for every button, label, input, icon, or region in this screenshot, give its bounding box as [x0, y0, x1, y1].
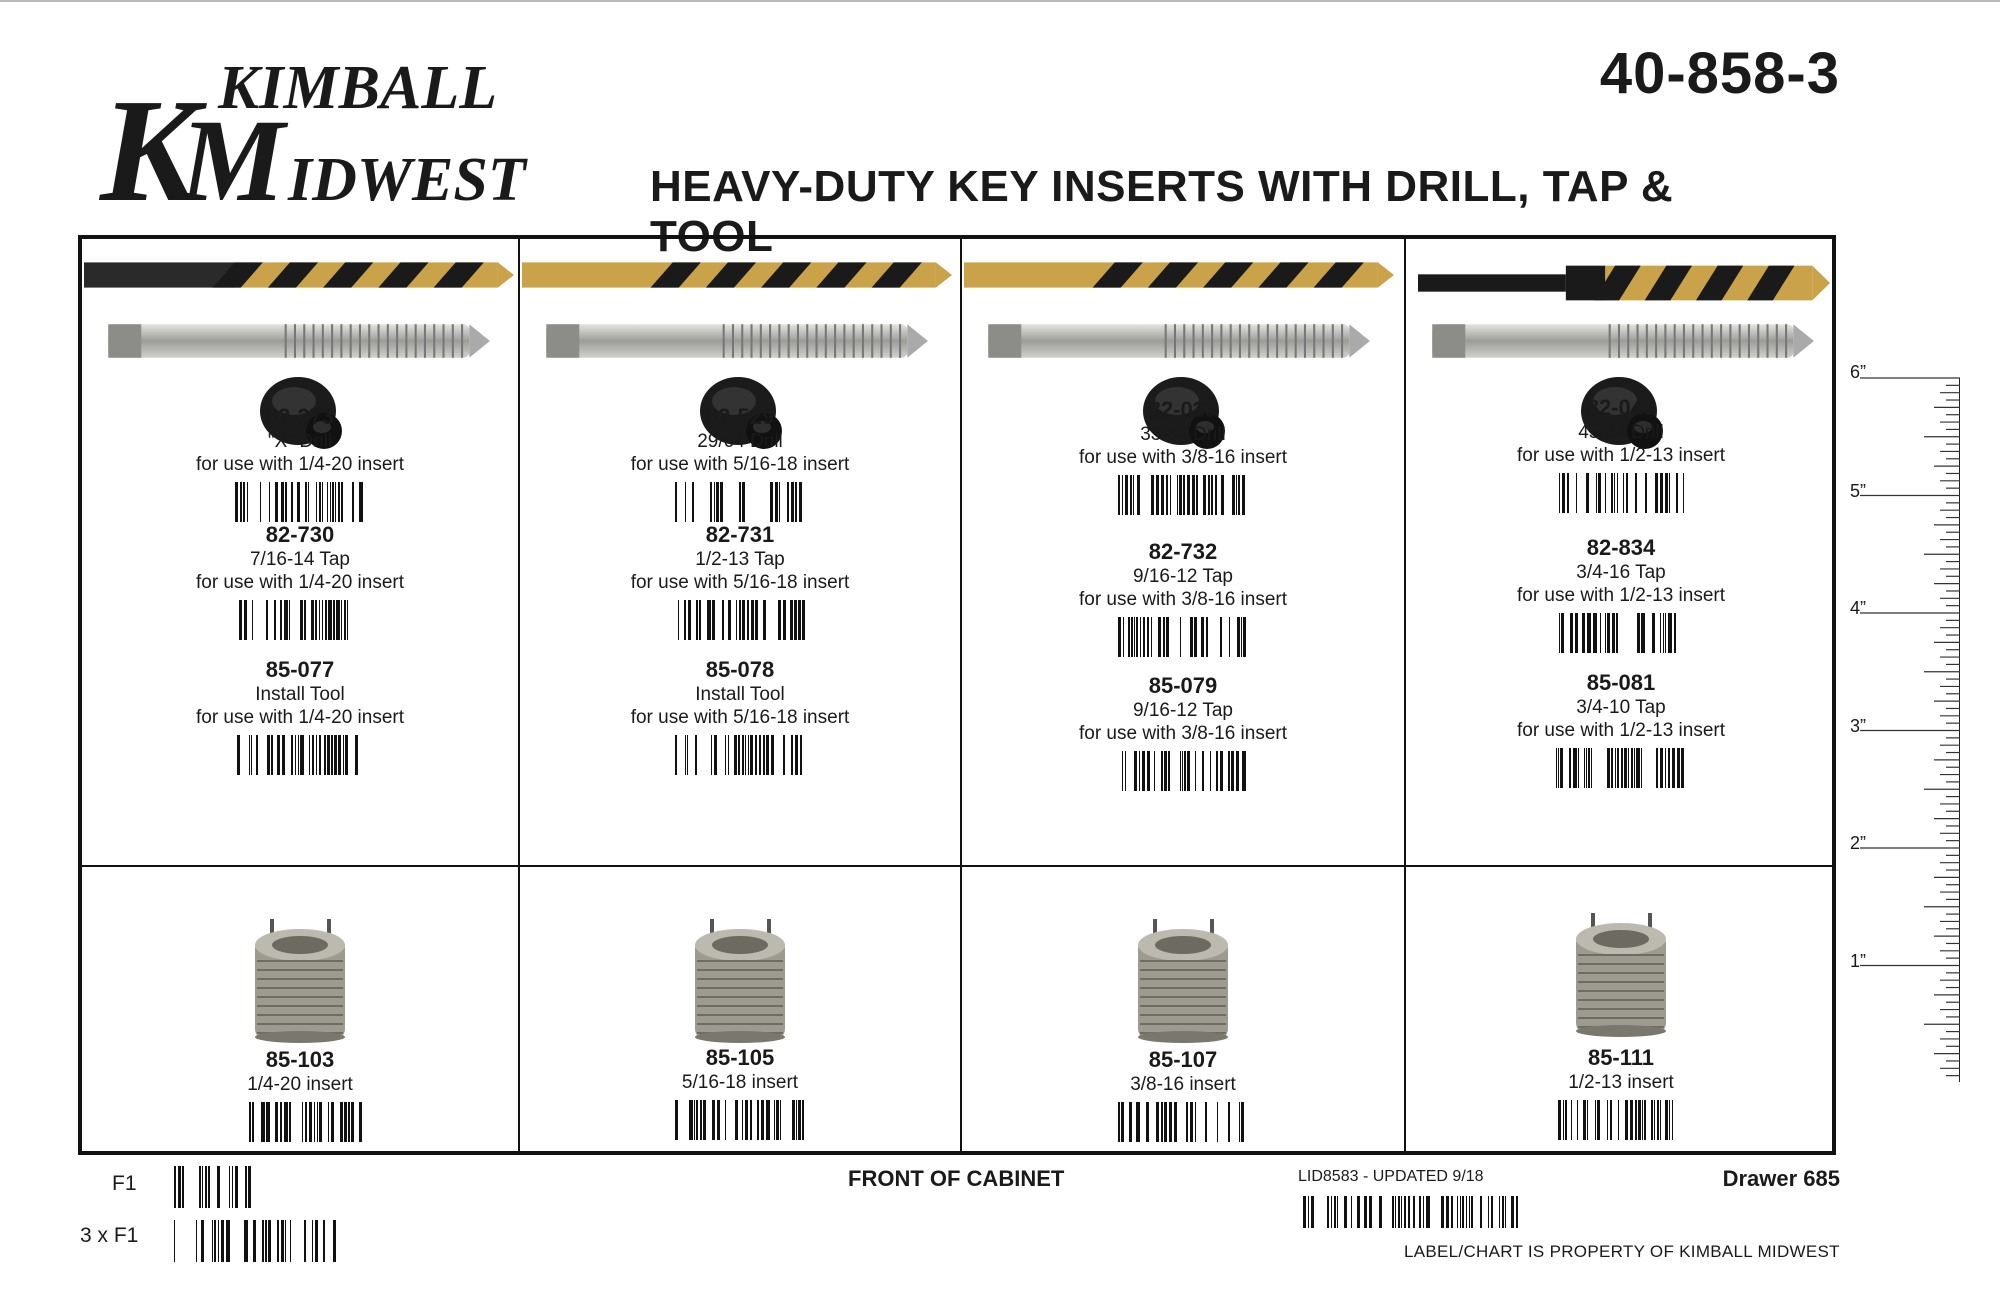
product-column-3 — [962, 239, 1404, 1151]
drill-barcode — [1406, 473, 1836, 513]
tap-item — [962, 539, 1404, 657]
drill-description: "X" Drill — [267, 431, 333, 452]
drill-bit-image — [964, 257, 1396, 293]
catalog-code: 40-858-3 — [1599, 41, 1840, 106]
f1x3-label: 3 x F1 — [80, 1224, 139, 1247]
drill-barcode — [82, 482, 518, 522]
tap-usage: for use with 1/2-13 insert — [1516, 585, 1726, 606]
top-rule — [0, 0, 2000, 2]
label-id-barcode — [1298, 1196, 1520, 1233]
tap-part-number: 82-730 — [265, 522, 335, 547]
tool-usage: for use with 1/2-13 insert — [1516, 720, 1726, 741]
property-notice: LABEL/CHART IS PROPERTY OF KIMBALL MIDWEST — [1404, 1242, 1840, 1261]
insert-description: 1/4-20 insert — [247, 1074, 353, 1095]
drawer-number: Drawer 685 — [1722, 1166, 1840, 1191]
tool-item — [1406, 670, 1836, 788]
tap-description: 9/16-12 Tap — [1132, 566, 1233, 587]
drill-bit-image — [522, 257, 954, 293]
drill-item — [1406, 395, 1836, 513]
tool-item — [520, 657, 960, 775]
logo-m: M — [180, 95, 285, 210]
tool-description: Install Tool — [695, 684, 785, 705]
drill-usage: for use with 5/16-18 insert — [630, 454, 850, 475]
ruler-label-4: 4” — [1850, 598, 1867, 618]
tap-usage: for use with 1/4-20 insert — [195, 572, 405, 593]
tool-item — [962, 673, 1404, 791]
tap-image — [538, 313, 930, 369]
insert-part-number: 85-103 — [265, 1047, 335, 1072]
f1x3-barcode — [174, 1220, 340, 1267]
ruler-label-6: 6” — [1850, 362, 1867, 382]
ruler-label-1: 1” — [1850, 951, 1867, 971]
page-title: HEAVY-DUTY KEY INSERTS WITH DRILL, TAP & TOOL — [650, 162, 1674, 261]
tool-usage: for use with 5/16-18 insert — [630, 707, 850, 728]
tap-item — [1406, 535, 1836, 653]
tap-image — [980, 313, 1372, 369]
tap-barcode — [520, 600, 960, 640]
key-insert-icon — [685, 899, 795, 1049]
tap-description: 7/16-14 Tap — [249, 549, 350, 570]
product-column-4 — [1406, 239, 1836, 1151]
drill-part-number: 82-033 — [1148, 397, 1218, 422]
drill-description: 29/64 Drill — [697, 431, 783, 452]
tool-barcode — [520, 735, 960, 775]
drill-usage: for use with 1/4-20 insert — [195, 454, 405, 475]
tool-barcode — [962, 751, 1404, 791]
tap-part-number: 82-731 — [705, 522, 775, 547]
tool-part-number: 85-079 — [1148, 673, 1218, 698]
tap-barcode — [1406, 613, 1836, 653]
key-insert-icon — [1566, 893, 1676, 1043]
tap-item — [82, 522, 518, 640]
drill-barcode — [962, 475, 1404, 515]
drill-bit-image — [84, 257, 516, 293]
drill-usage: for use with 1/2-13 insert — [1516, 445, 1726, 466]
tap-image — [100, 313, 492, 369]
tool-item — [82, 657, 518, 775]
drill-part-number: 82-045 — [1586, 395, 1656, 420]
drill-item — [82, 404, 518, 522]
insert-part-number: 85-111 — [1587, 1045, 1655, 1070]
drill-item — [520, 404, 960, 522]
f1-label: F1 — [112, 1172, 137, 1195]
tool-barcode — [1406, 748, 1836, 788]
ruler-label-2: 2” — [1850, 833, 1867, 853]
ruler-label-5: 5” — [1850, 481, 1867, 501]
tool-usage: for use with 3/8-16 insert — [1078, 723, 1288, 744]
logo-line2-rest: IDWEST — [288, 146, 526, 210]
tool-usage: for use with 1/4-20 insert — [195, 707, 405, 728]
tool-description: 3/4-10 Tap — [1576, 697, 1666, 718]
tap-description: 1/2-13 Tap — [695, 549, 785, 570]
insert-item — [82, 1047, 518, 1142]
insert-barcode — [520, 1100, 960, 1140]
drill-bit-image — [1418, 257, 1832, 309]
inch-ruler — [1850, 370, 1960, 1090]
kimball-midwest-logo — [98, 50, 598, 210]
insert-part-number: 85-107 — [1148, 1047, 1218, 1072]
insert-item — [520, 1045, 960, 1140]
product-column-2 — [520, 239, 960, 1151]
tool-part-number: 85-077 — [265, 657, 335, 682]
logo-line1: KIMBALL — [218, 54, 498, 122]
insert-description: 1/2-13 insert — [1568, 1072, 1674, 1093]
tap-image — [1424, 313, 1816, 369]
tap-description: 3/4-16 Tap — [1576, 562, 1666, 583]
drill-description: 45/64 Drill — [1578, 422, 1664, 443]
insert-barcode — [962, 1102, 1404, 1142]
tool-description: Install Tool — [255, 684, 345, 705]
drawer-layout-frame — [78, 235, 1836, 1155]
tap-usage: for use with 3/8-16 insert — [1078, 589, 1288, 610]
drill-description: 33/64 Drill — [1140, 424, 1226, 445]
logo-k: K — [100, 69, 199, 210]
insert-item — [1406, 1045, 1836, 1140]
drill-barcode — [520, 482, 960, 522]
insert-item — [962, 1047, 1404, 1142]
drill-item — [962, 397, 1404, 515]
tool-description: 9/16-12 Tap — [1132, 700, 1233, 721]
tool-part-number: 85-081 — [1586, 670, 1656, 695]
drill-part-number: 82-273 — [265, 404, 335, 429]
tap-barcode — [82, 600, 518, 640]
insert-description: 5/16-18 insert — [681, 1072, 799, 1093]
f1-barcode — [174, 1166, 252, 1213]
ruler-label-3: 3” — [1850, 716, 1867, 736]
tap-usage: for use with 5/16-18 insert — [630, 572, 850, 593]
insert-barcode — [1406, 1100, 1836, 1140]
product-column-1 — [82, 239, 518, 1151]
tap-barcode — [962, 617, 1404, 657]
insert-description: 3/8-16 insert — [1130, 1074, 1236, 1095]
key-insert-icon — [1128, 899, 1238, 1049]
insert-barcode — [82, 1102, 518, 1142]
tap-part-number: 82-834 — [1586, 535, 1656, 560]
tool-barcode — [82, 735, 518, 775]
front-of-cabinet: FRONT OF CABINET — [848, 1166, 1065, 1191]
insert-part-number: 85-105 — [705, 1045, 775, 1070]
tap-part-number: 82-732 — [1148, 539, 1218, 564]
key-insert-icon — [245, 899, 355, 1049]
tool-part-number: 85-078 — [705, 657, 775, 682]
drill-part-number: 82-529 — [705, 404, 775, 429]
drill-usage: for use with 3/8-16 insert — [1078, 447, 1288, 468]
label-id: LID8583 - UPDATED 9/18 — [1298, 1168, 1484, 1185]
tap-item — [520, 522, 960, 640]
